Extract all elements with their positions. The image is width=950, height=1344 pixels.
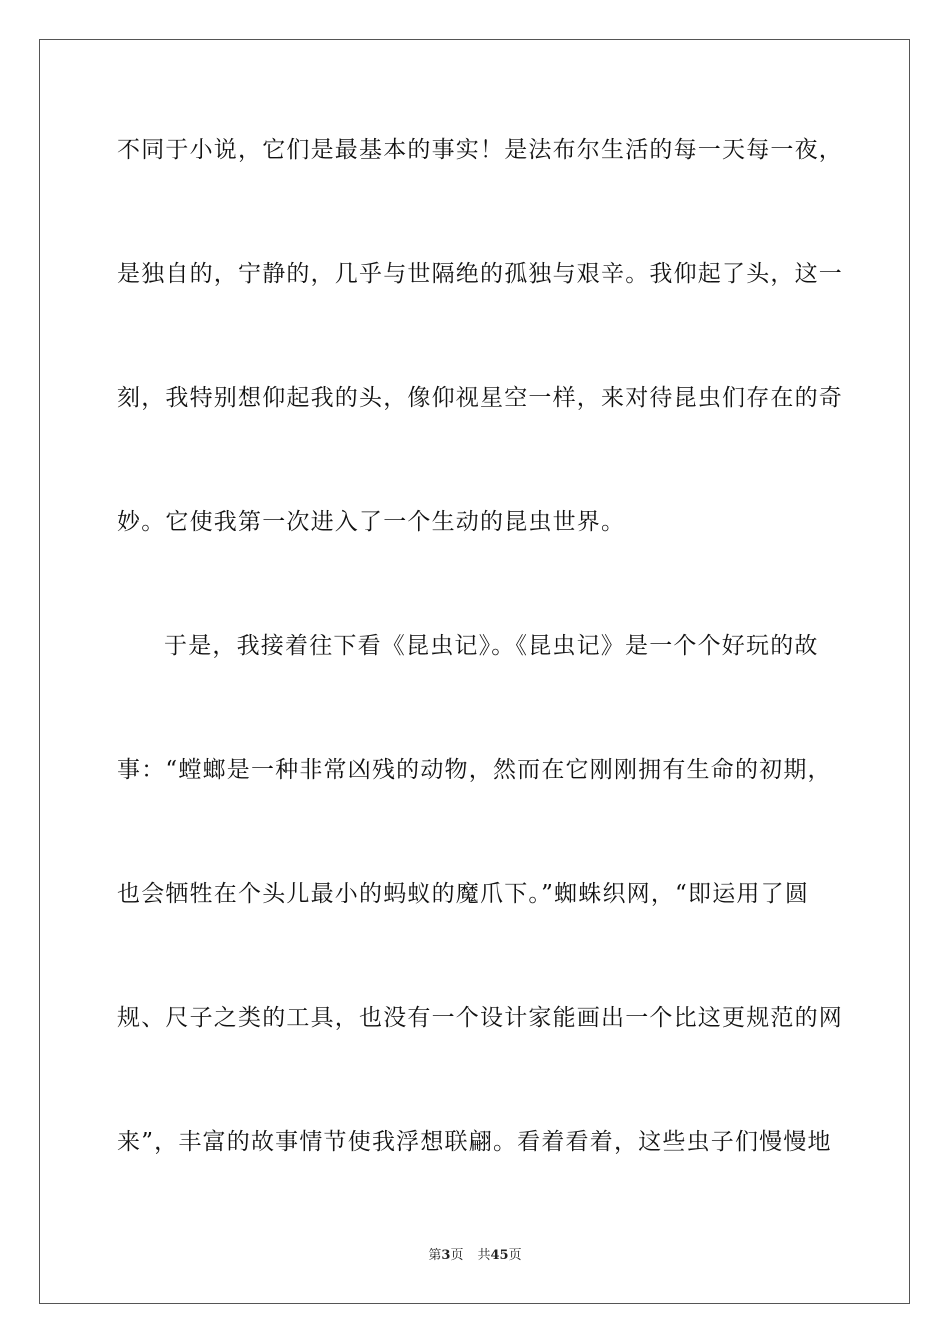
total-suffix: 页 — [508, 1248, 522, 1263]
page-footer — [0, 1247, 950, 1265]
text-line: 不同于小说，它们是最基本的事实！是法布尔生活的每一天每一夜， — [117, 137, 843, 163]
total-prefix: 共 — [477, 1248, 491, 1263]
page-border — [39, 39, 910, 1304]
text-line: 事：“螳螂是一种非常凶残的动物，然而在它刚刚拥有生命的初期， — [117, 757, 832, 783]
page-suffix: 页 — [450, 1248, 464, 1263]
paragraph-start-line: 于是，我接着往下看《昆虫记》。《昆虫记》是一个个好玩的故 — [164, 633, 819, 659]
text-line: 规、尺子之类的工具，也没有一个设计家能画出一个比这更规范的网 — [117, 1005, 843, 1031]
page-prefix: 第 — [428, 1248, 442, 1263]
text-line: 妙。它使我第一次进入了一个生动的昆虫世界。 — [117, 509, 626, 535]
total-pages: 45 — [490, 1248, 509, 1263]
text-line: 是独自的，宁静的，几乎与世隔绝的孤独与艰辛。我仰起了头，这一 — [117, 261, 843, 287]
text-line: 刻，我特别想仰起我的头，像仰视星空一样，来对待昆虫们存在的奇 — [117, 385, 843, 411]
text-line: 来”，丰富的故事情节使我浮想联翩。看着看着，这些虫子们慢慢地 — [117, 1129, 832, 1155]
page-number: 3 — [441, 1248, 451, 1263]
text-line: 也会牺牲在个头儿最小的蚂蚁的魔爪下。”蜘蛛织网，“即运用了圆 — [117, 881, 810, 907]
